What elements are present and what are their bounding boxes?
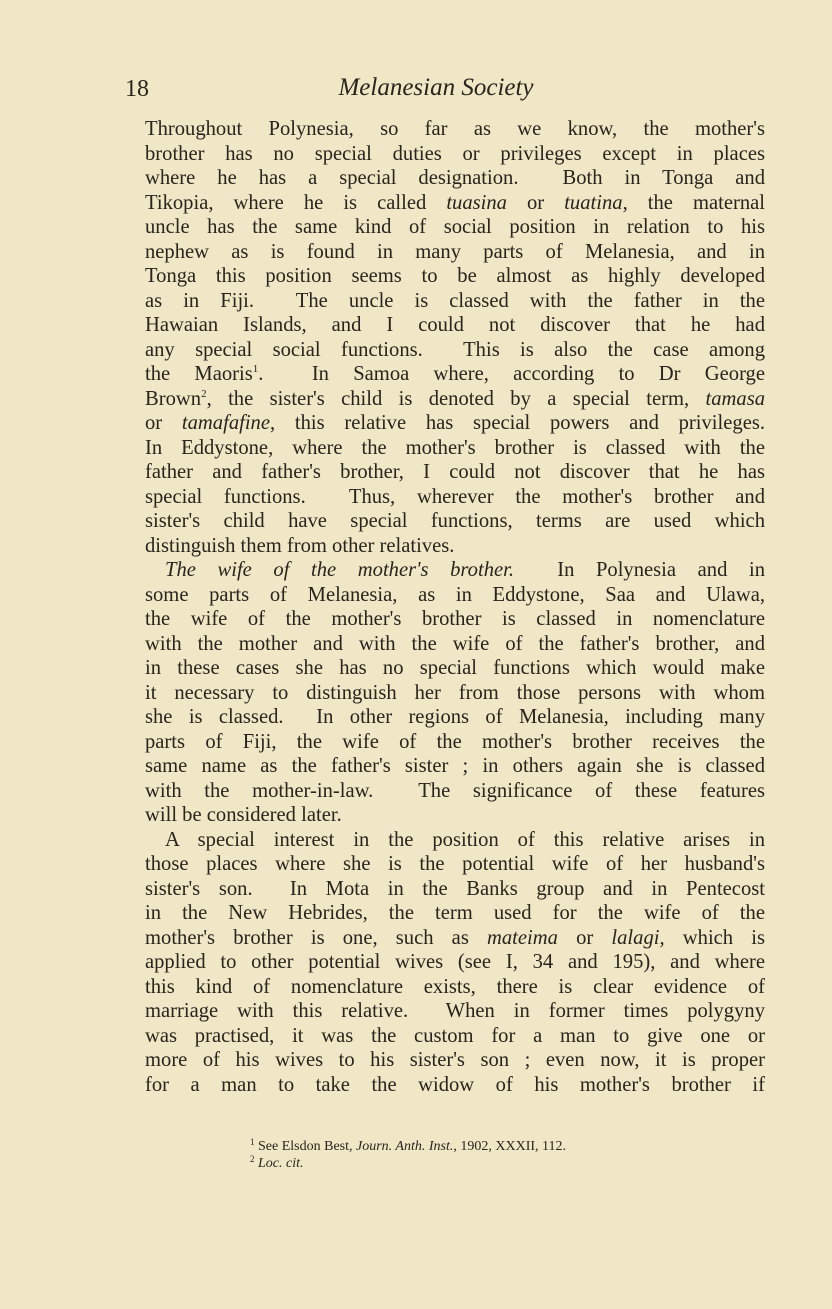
footnote-reference: 1	[252, 363, 259, 375]
text-run: this kind of nomenclature exists, there is clear evidence of	[145, 975, 765, 998]
text-line	[145, 607, 765, 632]
text-run: Brown	[145, 387, 202, 410]
text-run: Throughout Polynesia, so far as we know, the mother's	[145, 118, 765, 140]
footnotes	[250, 1138, 566, 1172]
text-line	[145, 460, 765, 485]
text-line	[145, 950, 765, 975]
body-text	[145, 117, 765, 1097]
text-line	[145, 215, 765, 240]
italic-text: tamasa	[705, 387, 765, 410]
text-line	[145, 313, 765, 338]
footnote-marker: 1	[250, 1137, 255, 1147]
text-line	[145, 485, 765, 510]
text-run: , the maternal	[622, 191, 765, 214]
text-run: brother has no special duties or privileges except in places	[145, 142, 765, 165]
text-run: Hawaian Islands, and I could not discover that he had	[145, 314, 765, 336]
text-run: with the mother and with the wife of the father's brother, and	[145, 632, 765, 655]
text-line	[145, 828, 765, 853]
text-run: nephew as is found in many parts of Melanesia, and in	[145, 240, 765, 263]
text-run: mother's brother is one, such as	[145, 926, 487, 949]
text-run: . In Samoa where, according to Dr George	[258, 363, 765, 385]
text-line	[145, 730, 765, 755]
text-line	[145, 509, 765, 534]
text-line	[145, 583, 765, 608]
text-run: or	[145, 412, 182, 434]
italic-text: Loc. cit.	[258, 1156, 304, 1171]
text-run: sister's son. In Mota in the Banks group and in Pentecost	[145, 877, 765, 900]
text-run: marriage with this relative. When in former times polygyny	[145, 1000, 765, 1022]
text-line	[145, 534, 765, 559]
text-line	[145, 632, 765, 657]
text-run: , the sister's child is denoted by a special term,	[206, 387, 706, 410]
italic-text: tamafafine	[181, 412, 270, 434]
text-run: in the New Hebrides, the term used for the wife of the	[145, 902, 765, 924]
text-run: A special interest in the position of this relative arises in	[165, 828, 765, 851]
text-line	[145, 338, 765, 363]
running-title: Melanesian Society	[338, 74, 534, 101]
text-line	[145, 436, 765, 461]
italic-text: lalagi	[611, 926, 660, 949]
text-run: distinguish them from other relatives.	[145, 534, 455, 557]
text-line	[145, 999, 765, 1024]
text-line	[145, 387, 765, 412]
italic-text: Journ. Anth. Inst.	[356, 1139, 454, 1154]
text-line	[145, 362, 765, 387]
text-run: some parts of Melanesia, as in Eddystone, Saa and Ulawa,	[145, 583, 765, 606]
text-run: , 1902, XXXII, 112.	[453, 1139, 566, 1154]
text-run: any special social functions. This is also the case among	[145, 338, 765, 361]
text-run: will be considered later.	[145, 804, 342, 826]
text-run: as in Fiji. The uncle is classed with the father in the	[145, 289, 765, 312]
text-line	[145, 779, 765, 804]
text-run: it necessary to distinguish her from those persons with whom	[145, 681, 765, 704]
italic-text: tuasina	[446, 191, 507, 214]
text-run: sister's child have special functions, terms are used which	[145, 510, 765, 532]
page-number: 18	[125, 76, 149, 102]
text-line	[145, 975, 765, 1000]
text-run: , this relative has special powers and privileges.	[270, 412, 765, 434]
text-run: where he has a special designation. Both in Tonga and	[145, 167, 765, 189]
footnote	[250, 1155, 566, 1172]
text-line	[145, 803, 765, 828]
text-line	[145, 558, 765, 583]
text-run: was practised, it was the custom for a man to give one or	[145, 1024, 765, 1047]
text-run: in these cases she has no special functions which would make	[145, 657, 765, 679]
text-run: In Eddystone, where the mother's brother is classed with the	[145, 436, 765, 459]
text-line	[145, 681, 765, 706]
text-run: Tonga this position seems to be almost as highly developed	[145, 265, 765, 287]
text-run: uncle has the same kind of social position in relation to his	[145, 216, 765, 238]
text-line	[145, 1024, 765, 1049]
text-run: she is classed. In other regions of Melanesia, including many	[145, 706, 765, 728]
text-line	[145, 1048, 765, 1073]
text-line	[145, 264, 765, 289]
text-run: parts of Fiji, the wife of the mother's brother receives the	[145, 730, 765, 753]
text-line	[145, 240, 765, 265]
text-run: , which is	[659, 926, 765, 949]
text-line	[145, 877, 765, 902]
text-run: same name as the father's sister ; in others again she is classed	[145, 755, 765, 777]
text-run: the wife of the mother's brother is classed in nomenclature	[145, 608, 765, 630]
text-run: special functions. Thus, wherever the mother's brother and	[145, 485, 765, 508]
text-run: In Polynesia and in	[514, 559, 765, 581]
text-line	[145, 117, 765, 142]
italic-text: The wife of the mother's brother.	[165, 559, 515, 581]
text-line	[145, 166, 765, 191]
text-line	[145, 289, 765, 314]
text-run: or	[557, 926, 612, 949]
text-run: for a man to take the widow of his mother's brother if	[145, 1073, 765, 1096]
text-run: more of his wives to his sister's son ; even now, it is proper	[145, 1049, 765, 1071]
italic-text: tuatina	[564, 191, 623, 214]
text-run: with the mother-in-law. The significance of these features	[145, 779, 765, 802]
text-line	[145, 901, 765, 926]
text-line	[145, 142, 765, 167]
text-line	[145, 926, 765, 951]
text-line	[145, 705, 765, 730]
text-run: applied to other potential wives (see I, 34 and 195), and where	[145, 951, 765, 973]
text-run: or	[506, 191, 565, 214]
text-run: the Maoris	[145, 363, 253, 385]
text-run: See Elsdon Best,	[258, 1139, 356, 1154]
text-line	[145, 411, 765, 436]
text-run: Tikopia, where he is called	[145, 191, 447, 214]
italic-text: mateima	[487, 926, 558, 949]
text-line	[145, 754, 765, 779]
text-line	[145, 852, 765, 877]
text-line	[145, 1073, 765, 1098]
footnote-reference: 2	[201, 387, 207, 400]
text-line	[145, 191, 765, 216]
text-line	[145, 656, 765, 681]
footnote	[250, 1138, 566, 1155]
text-run: those places where she is the potential wife of her husband's	[145, 853, 765, 875]
footnote-marker: 2	[250, 1154, 255, 1164]
text-run: father and father's brother, I could not discover that he has	[145, 461, 765, 483]
